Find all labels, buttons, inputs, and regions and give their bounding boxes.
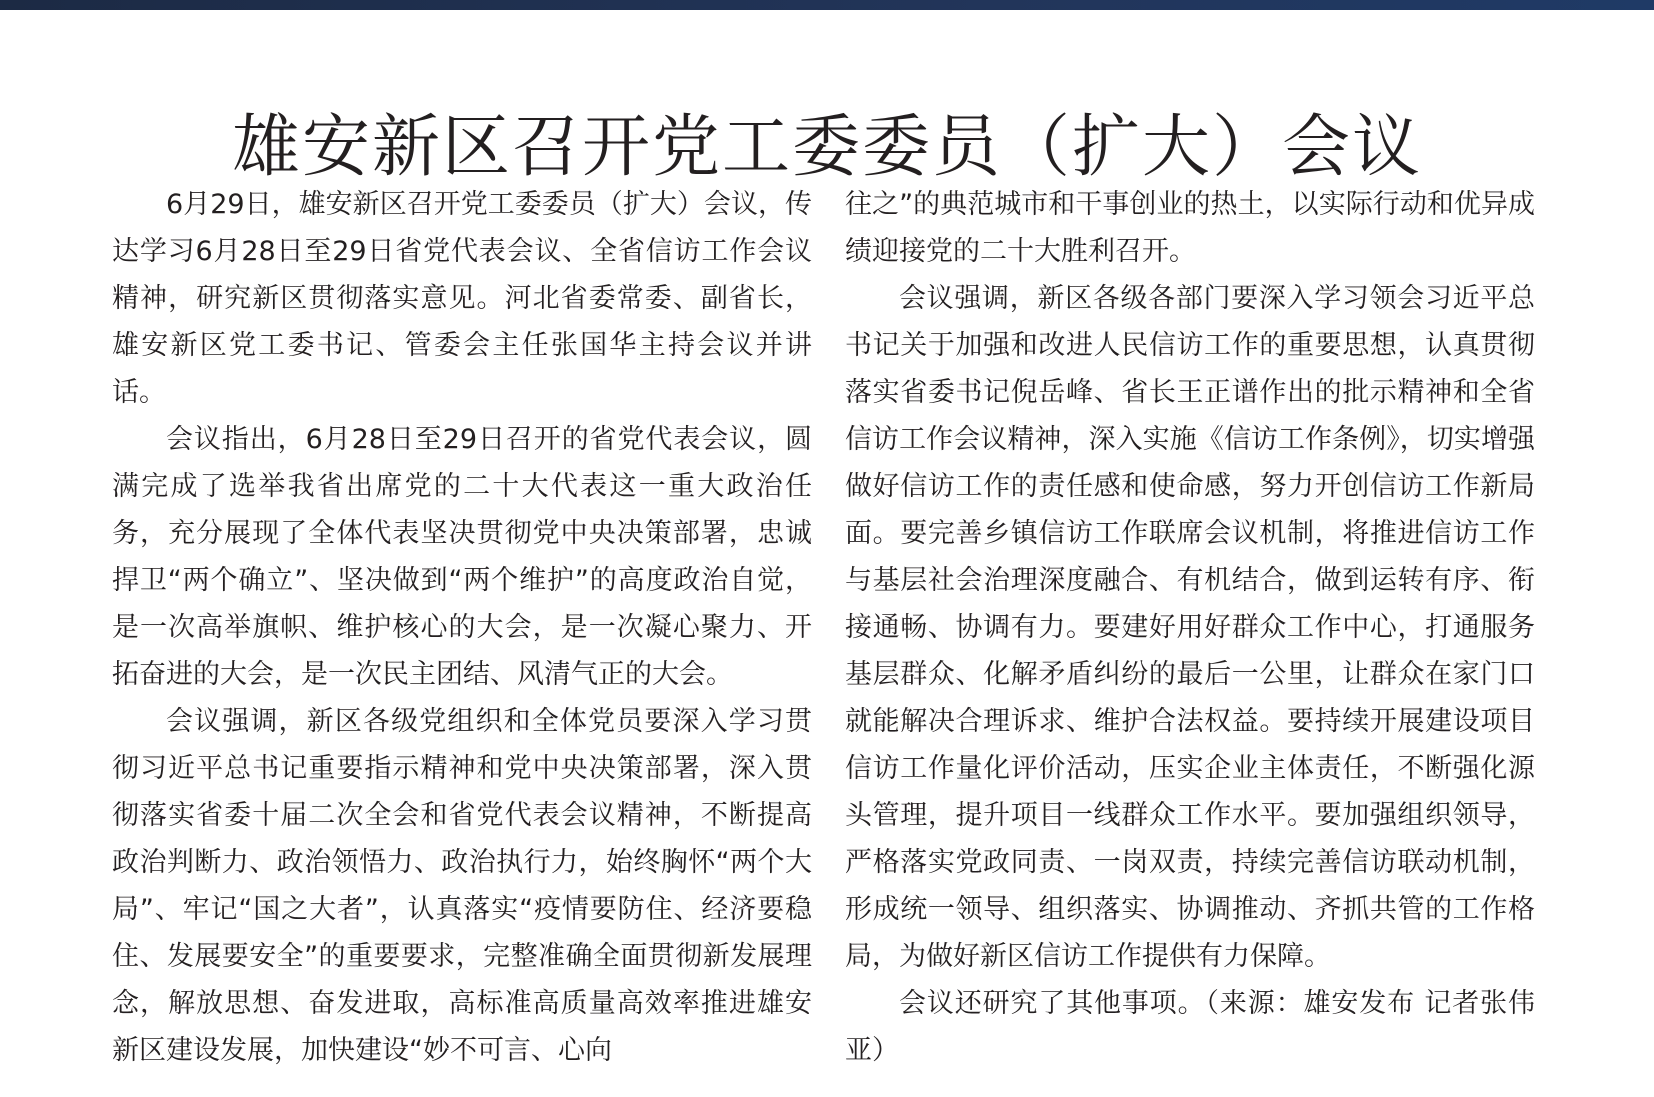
paragraph-1: 6月29日，雄安新区召开党工委委员（扩大）会议，传达学习6月28日至29日省党代表会议、全省信访工作会议精神，研究新区贯彻落实意见。河北省委常委、副省长，雄安新区党工委书记、管委会主任张国华主持会议并讲话。 bbox=[112, 189, 812, 408]
article-column-left bbox=[112, 181, 812, 1074]
paragraph-3-continued: 往之”的典范城市和干事创业的热土，以实际行动和优异成绩迎接党的二十大胜利召开。 bbox=[845, 189, 1535, 267]
paragraph-5-source: 会议还研究了其他事项。（来源：雄安发布 记者张伟亚） bbox=[845, 988, 1535, 1066]
article-column-right bbox=[845, 181, 1535, 1074]
article-title: 雄安新区召开党工委委员（扩大）会议 bbox=[231, 107, 1422, 187]
paragraph-4: 会议强调，新区各级各部门要深入学习领会习近平总书记关于加强和改进人民信访工作的重要思想，认真贯彻落实省委书记倪岳峰、省长王正谱作出的批示精神和全省信访工作会议精神，深入实施《信访工作条例》，切实增强做好信访工作的责任感和使命感，努力开创信访工作新局面。要完善乡镇信访工作联席会议机制，将推进信访工作与基层社会治理深度融合、有机结合，做到运转有序、衔接通畅、协调有力。要建好用好群众工作中心，打通服务基层群众、化解矛盾纠纷的最后一公里，让群众在家门口就能解决合理诉求、维护合法权益。要持续开展建设项目信访工作量化评价活动，压实企业主体责任，不断强化源头管理，提升项目一线群众工作水平。要加强组织领导，严格落实党政同责、一岗双责，持续完善信访联动机制，形成统一领导、组织落实、协调推动、齐抓共管的工作格局，为做好新区信访工作提供有力保障。 bbox=[845, 283, 1535, 972]
paragraph-3: 会议强调，新区各级党组织和全体党员要深入学习贯彻习近平总书记重要指示精神和党中央决策部署，深入贯彻落实省委十届二次全会和省党代表会议精神，不断提高政治判断力、政治领悟力、政治执行力，始终胸怀“两个大局”、牢记“国之大者”，认真落实“疫情要防住、经济要稳住、发展要安全”的重要要求，完整准确全面贯彻新发展理念，解放思想、奋发进取，高标准高质量高效率推进雄安新区建设发展，加快建设“妙不可言、心向 bbox=[112, 706, 812, 1066]
top-banner-bar bbox=[0, 0, 1654, 10]
paragraph-2: 会议指出，6月28日至29日召开的省党代表会议，圆满完成了选举我省出席党的二十大代表这一重大政治任务，充分展现了全体代表坚决贯彻党中央决策部署，忠诚捍卫“两个确立”、坚决做到“两个维护”的高度政治自觉，是一次高举旗帜、维护核心的大会，是一次凝心聚力、开拓奋进的大会，是一次民主团结、风清气正的大会。 bbox=[112, 424, 812, 690]
